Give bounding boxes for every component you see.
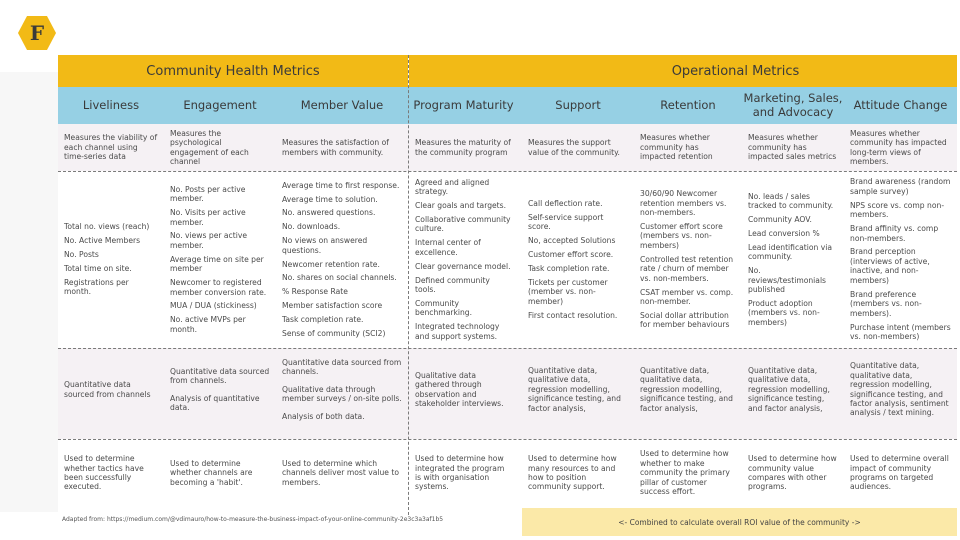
- definitions-cell: [850, 127, 951, 168]
- cell-text: Used to determine overall impact of community programs on targeted audiences.: [850, 454, 949, 492]
- list-item: Newcomer to registered member conversion rate.: [170, 278, 267, 297]
- list-item: Agreed and aligned strategy.: [415, 177, 490, 197]
- usage-cell: [528, 442, 628, 504]
- list-item: Quantitative data sourced from channels: [64, 380, 151, 399]
- row-divider: [58, 171, 957, 172]
- cell-text: Used to determine whether tactics have been successfully executed.: [64, 454, 144, 492]
- row-divider: [58, 348, 957, 349]
- usage-cell: [748, 442, 838, 504]
- cell-text: Used to determine how community value compares with other programs.: [748, 454, 837, 492]
- list-item: Analysis of both data.: [282, 411, 365, 421]
- column-header: Liveliness: [82, 97, 140, 112]
- list-item: Brand preference (members vs. non-members).: [850, 289, 922, 318]
- data-sources-cell: [282, 351, 402, 436]
- metrics-cell: [415, 174, 512, 345]
- list-item: Quantitative data, qualitative data, regression modelling, significance testing, and factor analysis,: [640, 365, 733, 413]
- column-header: Support: [555, 97, 601, 112]
- list-item: No. reviews/testimonials published: [748, 266, 827, 295]
- list-item: Sense of community (SCI2): [282, 328, 386, 338]
- list-item: Call deflection rate.: [528, 198, 603, 208]
- column-header: Program Maturity: [413, 97, 514, 112]
- list-item: Defined community tools.: [415, 275, 490, 295]
- usage-cell: [170, 442, 270, 504]
- list-item: No. shares on social channels.: [282, 273, 397, 283]
- list-item: No. Active Members: [64, 236, 141, 246]
- list-item: No. views per active member.: [170, 231, 247, 250]
- data-sources-cell: [748, 351, 838, 436]
- metrics-cell: [170, 174, 270, 345]
- list-item: Analysis of quantitative data.: [170, 393, 260, 412]
- list-item: NPS score vs. comp non-members.: [850, 200, 945, 220]
- list-item: Social dollar attribution for member behaviours: [640, 310, 730, 330]
- usage-cell: [415, 442, 512, 504]
- list-item: Quantitative data, qualitative data, regression modelling, significance testing, and factor analysis,: [528, 365, 621, 413]
- logo-letter: F: [29, 21, 45, 45]
- list-item: Self-service support score.: [528, 212, 604, 232]
- list-item: Integrated technology and support systems.: [415, 322, 500, 341]
- definitions-cell: [528, 127, 628, 168]
- column-header: Marketing, Sales, and Advocacy: [743, 91, 843, 119]
- cell-text: Measures the support value of the community.: [528, 138, 620, 157]
- list-item: No. Visits per active member.: [170, 208, 246, 227]
- brand-logo: [17, 15, 57, 51]
- data-sources-cell: [170, 351, 270, 436]
- metrics-cell: [748, 174, 838, 345]
- list-item: Average time on site per member: [170, 254, 264, 274]
- data-sources-cell: [415, 351, 512, 436]
- usage-cell: [282, 442, 402, 504]
- left-margin-shade: [0, 72, 58, 512]
- row-divider: [58, 439, 957, 440]
- cell-text: Used to determine how many resources to and how to position community support.: [528, 454, 617, 492]
- data-sources-cell: [640, 351, 736, 436]
- list-item: Member satisfaction score: [282, 301, 383, 311]
- list-item: First contact resolution.: [528, 310, 618, 320]
- list-item: No. downloads.: [282, 222, 341, 232]
- definitions-cell: [282, 127, 402, 168]
- list-item: Quantitative data, qualitative data, regression modelling, significance testing, and factor analysis,: [748, 365, 830, 413]
- list-item: No. active MVPs per month.: [170, 315, 246, 334]
- column-header: Engagement: [183, 97, 257, 112]
- list-item: Brand perception (interviews of active, inactive, and non-members): [850, 247, 930, 285]
- list-item: Qualitative data gathered through observation and stakeholder interviews.: [415, 370, 504, 408]
- definitions-cell: [640, 127, 736, 168]
- definitions-cell: [415, 127, 512, 168]
- definitions-cell: [64, 127, 158, 168]
- list-item: Registrations per month.: [64, 277, 129, 297]
- data-sources-cell: [64, 351, 158, 436]
- cell-text: Measures the viability of each channel using time-series data: [64, 133, 158, 162]
- column-header: Member Value: [300, 97, 384, 112]
- list-item: No, accepted Solutions: [528, 236, 616, 246]
- cell-text: Measures the psychological engagement of each channel: [170, 128, 249, 166]
- list-item: MUA / DUA (stickiness): [170, 301, 257, 311]
- hexagon-logo-icon: [17, 15, 57, 51]
- list-item: Lead conversion %: [748, 228, 820, 238]
- metrics-cell: [64, 174, 158, 345]
- list-item: Internal center of excellence.: [415, 238, 481, 257]
- list-item: Average time to first response.: [282, 180, 400, 190]
- list-item: % Response Rate: [282, 287, 348, 297]
- cell-text: Used to determine how whether to make community the primary pillar of customer success effort.: [640, 449, 730, 497]
- list-item: Customer effort score.: [528, 250, 614, 260]
- definitions-cell: [748, 127, 838, 168]
- column-header: Attitude Change: [853, 97, 948, 112]
- list-item: Clear goals and targets.: [415, 201, 507, 211]
- list-item: Tickets per customer (member vs. non-member): [528, 277, 608, 306]
- data-sources-cell: [528, 351, 628, 436]
- cell-text: Measures the maturity of the community program: [415, 138, 511, 157]
- list-item: Customer effort score (members vs. non-members): [640, 221, 723, 250]
- list-item: Total no. views (reach): [64, 222, 150, 232]
- list-item: Collaborative community culture.: [415, 214, 511, 234]
- list-item: No. leads / sales tracked to community.: [748, 191, 834, 211]
- metrics-cell: [528, 174, 628, 345]
- cell-text: Measures the satisfaction of members with community.: [282, 138, 389, 157]
- roi-note: <- Combined to calculate overall ROI value of the community ->: [522, 508, 957, 536]
- usage-cell: [64, 442, 158, 504]
- list-item: Purchase intent (members vs. non-members): [850, 322, 951, 342]
- list-item: Community AOV.: [748, 214, 812, 224]
- list-item: CSAT member vs. comp. non-member.: [640, 287, 734, 307]
- cell-text: Used to determine which channels deliver most value to members.: [282, 458, 400, 487]
- list-item: Qualitative data through member surveys / on-site polls.: [282, 384, 402, 404]
- list-item: No. answered questions.: [282, 208, 376, 218]
- list-item: Controlled test retention rate / churn of member vs. non-members.: [640, 254, 734, 283]
- cell-text: Measures whether community has impacted long-term views of members.: [850, 128, 947, 166]
- list-item: Brand awareness (random sample survey): [850, 177, 951, 196]
- group-operational: Operational Metrics: [409, 55, 957, 87]
- usage-cell: [850, 442, 951, 504]
- list-item: Newcomer retention rate.: [282, 259, 380, 269]
- column-header: Retention: [660, 97, 716, 112]
- cell-text: Used to determine whether channels are becoming a 'habit'.: [170, 458, 253, 487]
- list-item: Clear governance model.: [415, 261, 511, 271]
- group-divider: [408, 55, 409, 515]
- list-item: No. Posts per active member.: [170, 184, 246, 204]
- list-item: Average time to solution.: [282, 194, 378, 204]
- list-item: Lead identification via community.: [748, 242, 832, 262]
- usage-cell: [640, 442, 736, 504]
- definitions-cell: [170, 127, 270, 168]
- cell-text: Measures whether community has impacted sales metrics: [748, 133, 837, 162]
- list-item: Community benchmarking.: [415, 298, 473, 318]
- metrics-cell: [282, 174, 402, 345]
- list-item: Brand affinity vs. comp non-members.: [850, 224, 939, 243]
- list-item: Task completion rate.: [282, 315, 364, 324]
- metrics-cell: [850, 174, 951, 345]
- list-item: No. Posts: [64, 250, 99, 260]
- list-item: Task completion rate.: [528, 263, 610, 273]
- list-item: Quantitative data, qualitative data, regression modelling, significance testing, and factor analysis, sentiment analysis / text mining.: [850, 361, 949, 418]
- source-note: Adapted from: https://medium.com/@vdimauro/how-to-measure-the-business-impact-of-your-online-community-2e3c3a3af1b5: [62, 516, 444, 523]
- cell-text: Measures whether community has impacted retention: [640, 133, 713, 162]
- group-community-health: Community Health Metrics: [58, 55, 408, 87]
- list-item: Product adoption (members vs. non-members): [748, 298, 820, 327]
- cell-text: Used to determine how integrated the program is with organisation systems.: [415, 454, 505, 492]
- list-item: Quantitative data sourced from channels.: [282, 357, 402, 377]
- list-item: No views on answered questions.: [282, 236, 368, 255]
- data-sources-cell: [850, 351, 951, 436]
- list-item: Total time on site.: [64, 263, 132, 273]
- list-item: Quantitative data sourced from channels.: [170, 366, 270, 386]
- metrics-cell: [640, 174, 736, 345]
- list-item: 30/60/90 Newcomer retention members vs. non-members.: [640, 189, 727, 218]
